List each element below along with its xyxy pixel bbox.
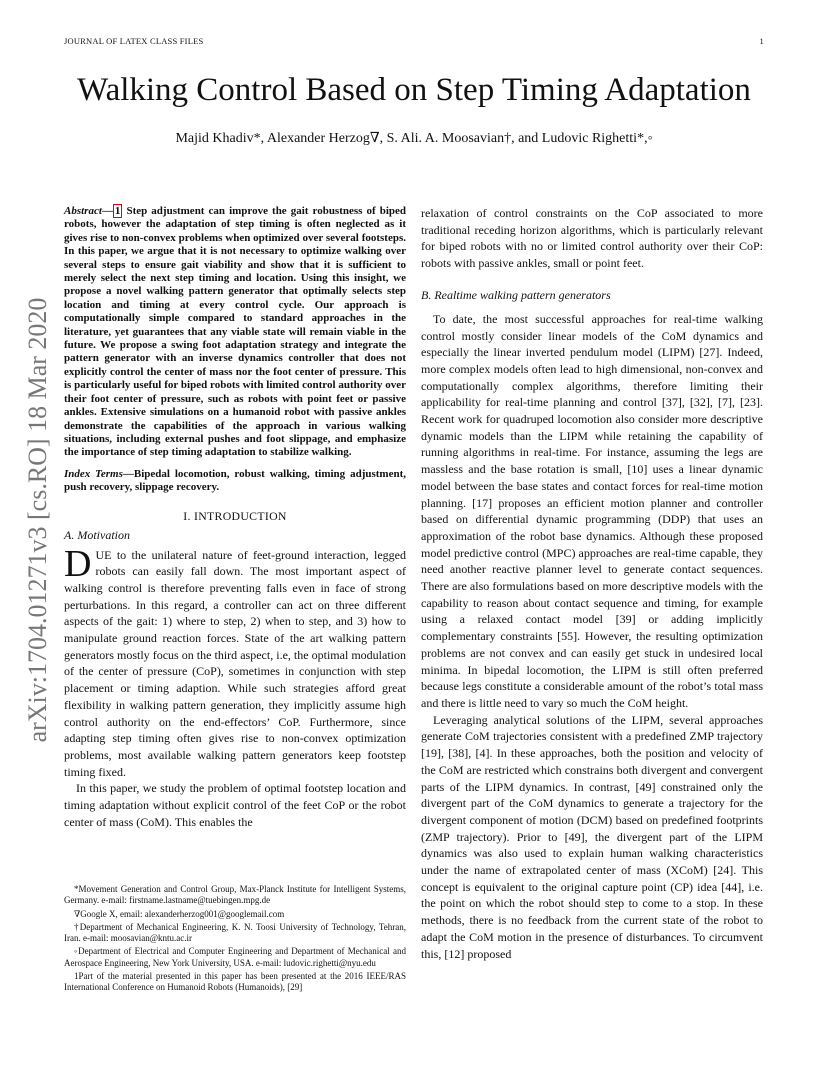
footnotes bbox=[64, 884, 406, 996]
subsection-heading-motivation: A. Motivation bbox=[64, 527, 130, 542]
arxiv-stamp bbox=[23, 285, 53, 755]
page-number: 1 bbox=[759, 36, 764, 46]
abstract-label: Abstract bbox=[64, 205, 102, 217]
subsection-heading-realtime: B. Realtime walking pattern generators bbox=[421, 287, 611, 302]
abstract bbox=[64, 205, 406, 460]
intro-paragraph-1 bbox=[64, 542, 406, 781]
abstract-footnote-link[interactable]: 1 bbox=[114, 205, 121, 217]
paper-title: Walking Control Based on Step Timing Adaptation bbox=[77, 72, 751, 108]
footnote-affiliation-2: ∇Google X, email: alexanderherzog001@googlemail.com bbox=[74, 908, 285, 919]
abstract-text: Step adjustment can improve the gait robustness of biped robots, however the adaptation of step timing is often neglected as it gives rise to non-convex problems when optimized over several footsteps. In this paper, we argue that it is not necessary to optimize walking over several steps to ensure gait viability and show that it is sufficient to merely select the next step timing and location. Using this insight, we propose a novel walking pattern generator that optimally selects step location and timing at every control cycle. Our approach is computationally simple compared to standard approaches in the literature, yet guarantees that any viable state will remain viable in the future. We propose a swing foot adaptation strategy and integrate the pattern generator with an inverse dynamics controller that does not explicitly control the center of mass nor the foot center of pressure. This is particularly useful for biped robots with limited control authority over their foot center of pressure, such as robots with point feet or passive ankles. Extensive simulations on a humanoid robot with passive ankles demonstrate the capabilities of the approach in various walking situations, including external pushes and foot slippage, and emphasize the importance of step timing adaptation to stabilize walking. bbox=[64, 205, 406, 459]
arxiv-stamp-text: arXiv:1704.01271v3 [cs.RO] 18 Mar 2020 bbox=[23, 297, 52, 743]
section-heading-introduction: I. INTRODUCTION bbox=[183, 508, 287, 523]
right-paragraph-2: Leveraging analytical solutions of the LIPM, several approaches generate CoM trajectories consistent with a predefined ZMP trajectory [19], [38], [4]. In these approaches, both the position and velocity of the CoM are restricted which constrains both divergent and convergent parts of the LIPM dynamics. In contrast, [49] constrained only the divergent part of the CoM dynamics to generate a trajectory for the divergent component of motion (DCM) based on predefined footprints (ZMP trajectory). Prior to [49], the divergent part of the LIPM dynamics was also used to explain human walking characteristics under the name of extrapolated center of mass (XCoM) [24]. This concept is equivalent to the original capture point (CP) idea [44], i.e. the point on which the robot should step to come to a stop. In these methods, there is no feedback from the current state of the robot to adapt the CoM motion in the presence of disturbances. To circumvent this, [12] proposed bbox=[421, 712, 763, 961]
author-list: Majid Khadiv*, Alexander Herzog∇, S. Ali. A. Moosavian†, and Ludovic Righetti*,◦ bbox=[175, 131, 653, 146]
right-paragraph-0: relaxation of control constraints on the CoP associated to more traditional receding horizon algorithms, which is particularly relevant for biped robots with no or limited control authority over their CoP: robots with passive ankles, small or point feet. bbox=[421, 206, 763, 271]
footnote-affiliation-1: *Movement Generation and Control Group, Max-Planck Institute for Intelligent Systems, Germany. e-mail: firstname.lastname@tuebingen.mpg.de bbox=[64, 884, 406, 906]
running-head bbox=[64, 36, 764, 48]
abstract-dash: — bbox=[101, 205, 113, 217]
journal-name: JOURNAL OF LATEX CLASS FILES bbox=[64, 36, 204, 46]
index-terms bbox=[64, 468, 406, 495]
intro-paragraph-1-text: UE to the unilateral nature of feet-ground interaction, legged robots can easily fall down. The most important aspect of walking control is therefore preventing falls even in face of strong perturbations. In this regard, a controller can act on three different aspects of the gait: 1) where to step, 2) when to step, and 3) how to manipulate ground reaction forces. State of the art walking pattern generators mostly focus on the third aspect, i.e, the optimal modulation of the center of pressure (CoP), sometimes in conjunction with step placement or timing adaption. While such strategies afford great flexibility in walking pattern generation, they implicitly assume high control authority on the end-effectors’ CoP. Furthermore, since adapting step timing often gives rise to non-convex optimization problems, most available walking pattern generators keep footstep timing fixed. bbox=[64, 547, 406, 779]
drop-cap: D bbox=[64, 542, 92, 585]
index-terms-label: Index Terms bbox=[64, 467, 123, 480]
footnote-affiliation-4: ◦Department of Electrical and Computer Engineering and Department of Mechanical and Aerospace Engineering, New York University, USA. e-mail: ludovic.righetti@nyu.edu bbox=[64, 946, 406, 968]
footnote-affiliation-3: †Department of Mechanical Engineering, K. N. Toosi University of Technology, Tehran, Iran. e-mail: moosavian@kntu.ac.ir bbox=[64, 921, 406, 944]
right-paragraph-1: To date, the most successful approaches for real-time walking control mostly consider linear models of the CoM dynamics and especially the linear inverted pendulum model (LIPM) [27]. Indeed, more complex models often lead to high dimensional, non-convex and computationally complex algorithms, therefore limiting their applicability for real-time planning and control [37], [32], [7], [23]. Recent work for quadruped locomotion also consider more descriptive dynamic models than the LIPM while retaining the capability of running algorithms in real-time. For instance, assuming the legs are massless and the base rotation is small, [10] uses a linear dynamic model between the base states and contact forces for real-time motion planning. [17] proposes an efficient motion planner and controller based on differential dynamic programming (DDP) that uses an approximation of the robot base dynamics. Although these proposed model predictive control (MPC) approaches are real-time capable, they need another reactive planner level to generate contact sequences. There are also formulations based on more descriptive models with the capability to reason about contact sequence and timing, for example using a relaxed contact model [39] or adding implicitly complementary constraints [55]. However, the resulting optimization problems are not convex and can easily get stuck in undesired local minima. In bipedal locomotion, the LIPM is still often preferred because legs constitute a considerable amount of the robot’s total mass and there is little need to vary so much the CoM height. bbox=[421, 311, 763, 710]
right-column bbox=[421, 205, 763, 962]
footnote-conference: 1Part of the material presented in this paper has been presented at the 2016 IEEE/RAS International Conference on Humanoid Robots (Humanoids), [29] bbox=[64, 971, 406, 993]
intro-paragraph-2: In this paper, we study the problem of optimal footstep location and timing adaptation without explicit control of the feet CoP or the robot center of mass (CoM). This enables the bbox=[64, 781, 406, 829]
index-terms-text: —Bipedal locomotion, robust walking, timing adjustment, push recovery, slippage recovery. bbox=[64, 467, 406, 494]
left-column bbox=[64, 205, 406, 830]
